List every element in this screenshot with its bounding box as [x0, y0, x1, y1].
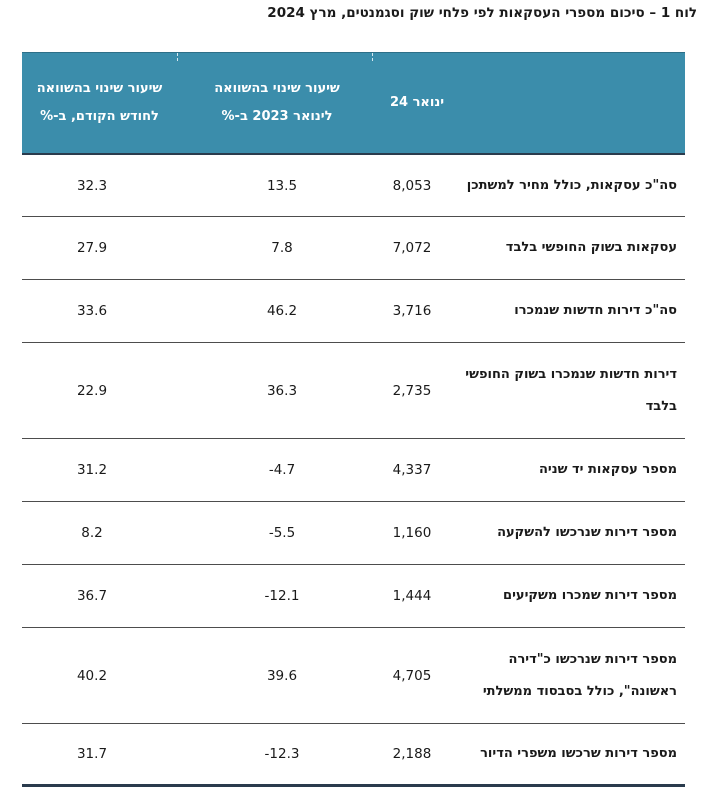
table-row [22, 280, 685, 343]
table-header [22, 52, 685, 153]
table-row [22, 502, 685, 565]
cell-jan: 8,053 [392, 177, 432, 194]
row-label [445, 502, 685, 564]
summary-table [22, 52, 685, 787]
table-body [22, 155, 685, 787]
cell-jan: 4,337 [392, 462, 432, 478]
cell-mom: 8.2 [81, 525, 103, 541]
table-row [22, 217, 685, 280]
cell-yoy: -4.7 [268, 462, 296, 478]
cell-yoy: 7.8 [271, 240, 293, 256]
cell-yoy: -12.1 [264, 588, 300, 604]
row-label-line: סה"כ דירות חדשות שנמכרו [514, 303, 677, 318]
row-label-line: ראשונה", כולל בסבסוד ממשלתי [482, 683, 677, 699]
row-label [445, 155, 685, 216]
cell-mom: 31.7 [76, 746, 108, 762]
cell-mom: 31.2 [76, 462, 108, 478]
cell-mom: 33.6 [76, 303, 108, 319]
cell-mom: 32.3 [76, 177, 108, 194]
row-label-line: מספר עסקאות יד שניה [538, 462, 677, 477]
cell-yoy: 46.2 [266, 303, 298, 319]
table-title: לוח 1 – סיכום מספרי העסקאות לפי פלחי שוק וסגמנטים, מרץ 2024 [267, 5, 697, 21]
row-label [445, 565, 685, 627]
row-label-line: עסקאות בשוק החופשי בלבד [505, 240, 677, 255]
cell-yoy: 13.5 [266, 177, 298, 194]
table-row [22, 343, 685, 439]
table-row [22, 439, 685, 502]
row-label [445, 628, 685, 723]
table-row [22, 628, 685, 724]
cell-jan: 7,072 [392, 240, 432, 256]
table-row [22, 724, 685, 787]
row-label [445, 724, 685, 784]
row-label-line: מספר דירות שנרכשו להשקעה [497, 525, 677, 540]
cell-mom: 22.9 [76, 382, 108, 399]
cell-jan: 3,716 [392, 303, 432, 319]
cell-mom: 27.9 [76, 240, 108, 256]
header-jan: ינואר 24 [389, 95, 445, 110]
cell-yoy: 36.3 [266, 382, 298, 399]
header-divider [177, 53, 178, 61]
table-row [22, 565, 685, 628]
cell-yoy: -5.5 [268, 525, 296, 541]
header-yoy: שיעור שינוי בהשוואה לינואר 2023 ב-% [214, 81, 340, 124]
cell-mom: 36.7 [76, 588, 108, 604]
cell-mom: 40.2 [76, 667, 108, 684]
cell-jan: 2,735 [392, 382, 432, 399]
table-row [22, 155, 685, 217]
row-label-line: מספר דירות שמכרו משקיעים [503, 588, 677, 603]
header-mom: שיעור שינוי בהשוואה לחודש הקודם, ב-% [36, 81, 163, 124]
row-label [445, 280, 685, 342]
header-divider [372, 53, 373, 61]
row-label-line: דירות חדשות שנמכרו בשוק החופשי [465, 366, 677, 382]
row-label [445, 343, 685, 438]
cell-yoy: -12.3 [264, 746, 300, 762]
row-label-line: בלבד [645, 398, 677, 414]
row-label [445, 217, 685, 279]
cell-jan: 4,705 [392, 667, 432, 684]
cell-yoy: 39.6 [266, 667, 298, 684]
row-label-line: מספר דירות שנרכשו כ"דירה [508, 651, 677, 667]
row-label [445, 439, 685, 501]
row-label-line: סה"כ עסקאות, כולל מחיר למשתכן [466, 177, 677, 193]
row-label-line: מספר דירות שרכשו משפרי הדיור [480, 746, 677, 761]
cell-jan: 2,188 [392, 746, 432, 762]
cell-jan: 1,444 [392, 588, 432, 604]
cell-jan: 1,160 [392, 525, 432, 541]
